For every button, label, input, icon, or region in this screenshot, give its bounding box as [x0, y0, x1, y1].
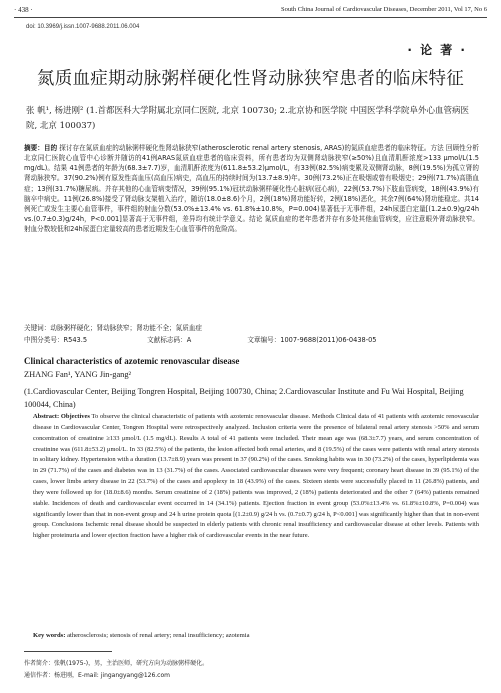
authors-en: ZHANG Fan¹, YANG Jin-gang² — [24, 370, 132, 379]
abstract-cn-text: 探讨存在氮质血症的动脉粥样硬化性肾动脉狭窄(atherosclerotic renal artery stenosis, ARAS)的氮质血症患者的临床特征。方法 回顾性分析北京同仁医院心血管中心诊断并随访的41例ARAS氮质血症患者的临床资料，所有患者均为双侧肾动脉狭窄(≥50%)且血清肌酐浓度>133 μmol/L(1.5 mg/dL)。结果 41例患者的年龄为(68.3±7.7)岁，血清肌酐浓度为(611.8±53.2)μmol/L，有33例(82.5%)病变累及双侧肾动脉，8例(19.5%)为孤立肾的肾动脉狭窄。37(90.2%)例有原发性高血压(高血压)病史，高血压的持续时间为(13.7±8.9)年。30例(73.2%)正在吸烟或曾有吸烟史；29例(71.7%)高脂血症；13例(31.7%)糖尿病。并存其他的心血管病变情况，39例(95.1%)冠状动脉粥样硬化性心脏病(冠心病)，22例(53.7%)下肢血管病变，18例(43.9%)有脑卒中病史。11例(26.8%)接受了肾动脉支架植入治疗，随访(18.0±8.6)个月，2例(18%)肾功能好转，2例(18%)恶化，其余7例(64%)肾功能稳定。共14例死亡或发生主要心血管事件，事件组的射血分数(53.0%±13.4% vs. 61.8%±10.8%，P=0.004)显著低于无事件组，24h尿蛋白定量[(1.2±0.9)g/24h vs.(0.7±0.3)g/24h，P<0.001]显著高于无事件组，差异均有统计学意义。结论 氮质血症的老年患者并存有多处其他血管病变，应注意眼外肾动脉狭窄。射血分数较低和24h尿蛋白定量较高的患者近期发生心血管事件的危险高。 — [24, 144, 480, 234]
section-label: · 论 著 · — [407, 43, 467, 57]
classification-line — [24, 334, 484, 344]
keywords-en — [33, 632, 250, 639]
abstract-en — [33, 412, 479, 542]
doi: doi: 10.3969/j.issn.1007-9688.2011.06.004 — [26, 24, 140, 30]
journal-citation: South China Journal of Cardiovascular Diseases, December 2011, Vol 17, No 6 — [280, 6, 487, 13]
affiliation-en: (1.Cardiovascular Center, Beijing Tongren Hospital, Beijing 100730, China; 2.Cardiovascular Institute and Fu Wai Hospital, Beijing 100044, China) — [24, 387, 464, 409]
authors-cn: 张 帆¹, 杨进刚² (1.首都医科大学附属北京同仁医院, 北京 100730; 2.北京协和医学院 中国医学科学院阜外心血管病医院, 北京 100037) — [26, 106, 469, 131]
footnote-rule — [24, 651, 112, 652]
abstract-en-text: To observe the clinical characteristic of patients with azotemic renovascular disease. Methods Clinical data of 41 patients with azotemic renovascular disease in Cardiovascular Center, Tongren Hospital were retrospectively analyzed. Inclusion criteria were the presence of bilateral renal artery stenosis >50% and serum concentration of creatinine ≥133 μmol/L (1.5 mg/dL). Results A total of 41 patients were included. Their mean age was (68.3±7.7) years, and serum concentration of creatinine was (611.8±53.2) μmol/L. In 33 (82.5%) of the patients, the lesion affected both renal arteries, and 8 (19.5%) of the cases were patients with renal artery stenosis in solitary kidney. Hypertension with a duration (13.7±8.9) years was present in 37 (90.2%) of the cases. Smoking habits was in 30 (73.2%) of the cases, hyperlipidemia was in 29 (71.7%) of the cases and diabetes was in 13 (31.7%) of the cases. Associated cardiovascular diseases were very frequent; coronary heart disease in 39 (95.1%) of the cases, lower limbs artery disease in 22 (53.7%) of the cases and apoplexy in 18 (43.9%) of the cases. Sixteen stents were successfully placed in 11 (26.8%) patients, and they were followed up for (18.0±8.6) months. Serum creatinine of 2 (18%) patients was improved, 2 (18%) patients deteriorated and the other 7 (64%) patients remained stable. Incidences of death and cardiovascular event occurred in 14 (34.1%) patients. Ejection fraction in event group (53.0%±13.4% vs. 61.8%±10.8%, P=0.004) was significantly lower than that in non-event group and 24 h urine protein quota [(1.2±0.9) g/24 h vs. (0.7±0.7) g/24 h, P<0.001] was significantly higher than that in non-event group. Conclusions Ischemic renal disease should be suspected in elderly patients with chronic renal insufficiency and cardiovascular disease at other levels. Patients with higher proteinuria and lower ejection fraction have a higher risk of cardiovascular events in the near future. — [33, 413, 479, 540]
document-code: 文献标志码：A — [147, 336, 192, 344]
abstract-cn — [24, 143, 479, 234]
keywords-en-label: Key words: — [33, 632, 66, 639]
abstract-en-label: Abstract: Objectives — [33, 413, 90, 420]
abstract-cn-label: 摘要：目的 — [24, 144, 58, 152]
page-number: · 438 · — [14, 6, 33, 14]
header-rule — [14, 17, 487, 18]
article-title-en: Clinical characteristics of azotemic renovascular disease — [24, 356, 240, 366]
author-bio: 作者简介：张帆(1975-)，男，主治医师，研究方向为动脉粥样硬化。 — [24, 660, 209, 667]
keywords-en-text: atherosclerosis; stenosis of renal artery; renal insufficiency; azotemia — [67, 632, 250, 639]
article-title-cn: 氮质血症期动脉粥样硬化性肾动脉狭窄患者的临床特征 — [36, 69, 465, 89]
corresponding-author: 通信作者：杨进刚，E-mail: jingangyang@126.com — [24, 672, 170, 679]
keywords-cn: 关键词：动脉粥样硬化；肾动脉狭窄；肾功能不全；氮质血症 — [24, 324, 203, 332]
article-number: 文章编号：1007-9688(2011)06-0438-05 — [247, 336, 377, 344]
clc-number: 中图分类号：R543.5 — [24, 336, 88, 344]
